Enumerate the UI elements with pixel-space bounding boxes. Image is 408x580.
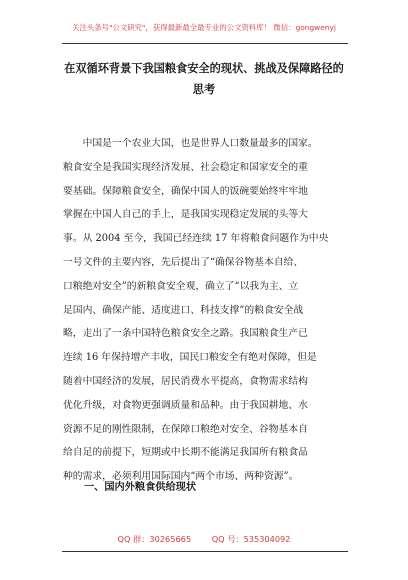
footer-qq-group: QQ 群：30265665 [117, 534, 192, 544]
header-banner: 关注头条号"公文研究"，获得最新最全最专业的公文资料库！ 微信：gongwenyj [72, 23, 336, 32]
paragraph-line: 掌握在中国人自己的手上，是我国实现稳定发展的头等大 [63, 209, 308, 221]
paragraph-line: 给自足的前提下，短期或中长期不能满足我国所有粮食品 [63, 447, 308, 459]
paragraph-line: 粮食安全是我国实现经济发展、社会稳定和国家安全的重 [63, 161, 308, 173]
paragraph-line: 优化升级，对食物更强调质量和品种。由于我国耕地、水 [63, 399, 308, 411]
footer-divider [62, 551, 348, 552]
title-line-2: 思考 [192, 83, 216, 96]
body-paragraph [63, 132, 355, 489]
paragraph-line: 种的需求，必须利用国际国内“两个市场、两种资源”。 [63, 471, 299, 483]
header-divider [62, 43, 348, 44]
footer [0, 534, 408, 545]
paragraph-line: 资源不足的刚性限制，在保障口粮绝对安全、谷物基本自 [63, 423, 308, 435]
paragraph-line: 中国是一个农业大国，也是世界人口数量最多的国家。 [63, 138, 318, 149]
paragraph-line: 要基础。保障粮食安全，确保中国人的饭碗要始终牢牢地 [63, 185, 308, 197]
paragraph-line: 一号文件的主要内容，先后提出了“确保谷物基本自给、 [63, 256, 304, 268]
paragraph-line: 口粮绝对安全”的新粮食安全观，确立了“以我为主、立 [63, 280, 299, 292]
paragraph-line: 略，走出了一条中国特色粮食安全之路。我国粮食生产已 [63, 328, 308, 340]
title-line-1: 在双循环背景下我国粮食安全的现状、挑战及保障路径的 [64, 62, 344, 75]
section-heading: 一、国内外粮食供给现状 [84, 482, 197, 493]
paragraph-line: 事。从 2004 至今，我国已经连续 17 年将粮食问题作为中央 [63, 233, 329, 245]
paragraph-line: 随着中国经济的发展，居民消费水平提高，食物需求结构 [63, 375, 308, 387]
footer-qq-number: QQ 号：535304092 [211, 534, 291, 544]
paragraph-line: 足国内、确保产能、适度进口、科技支撑”的粮食安全战 [63, 304, 304, 316]
document-title [40, 58, 368, 100]
paragraph-line: 连续 16 年保持增产丰收，国民口粮安全有绝对保障，但是 [63, 352, 317, 364]
